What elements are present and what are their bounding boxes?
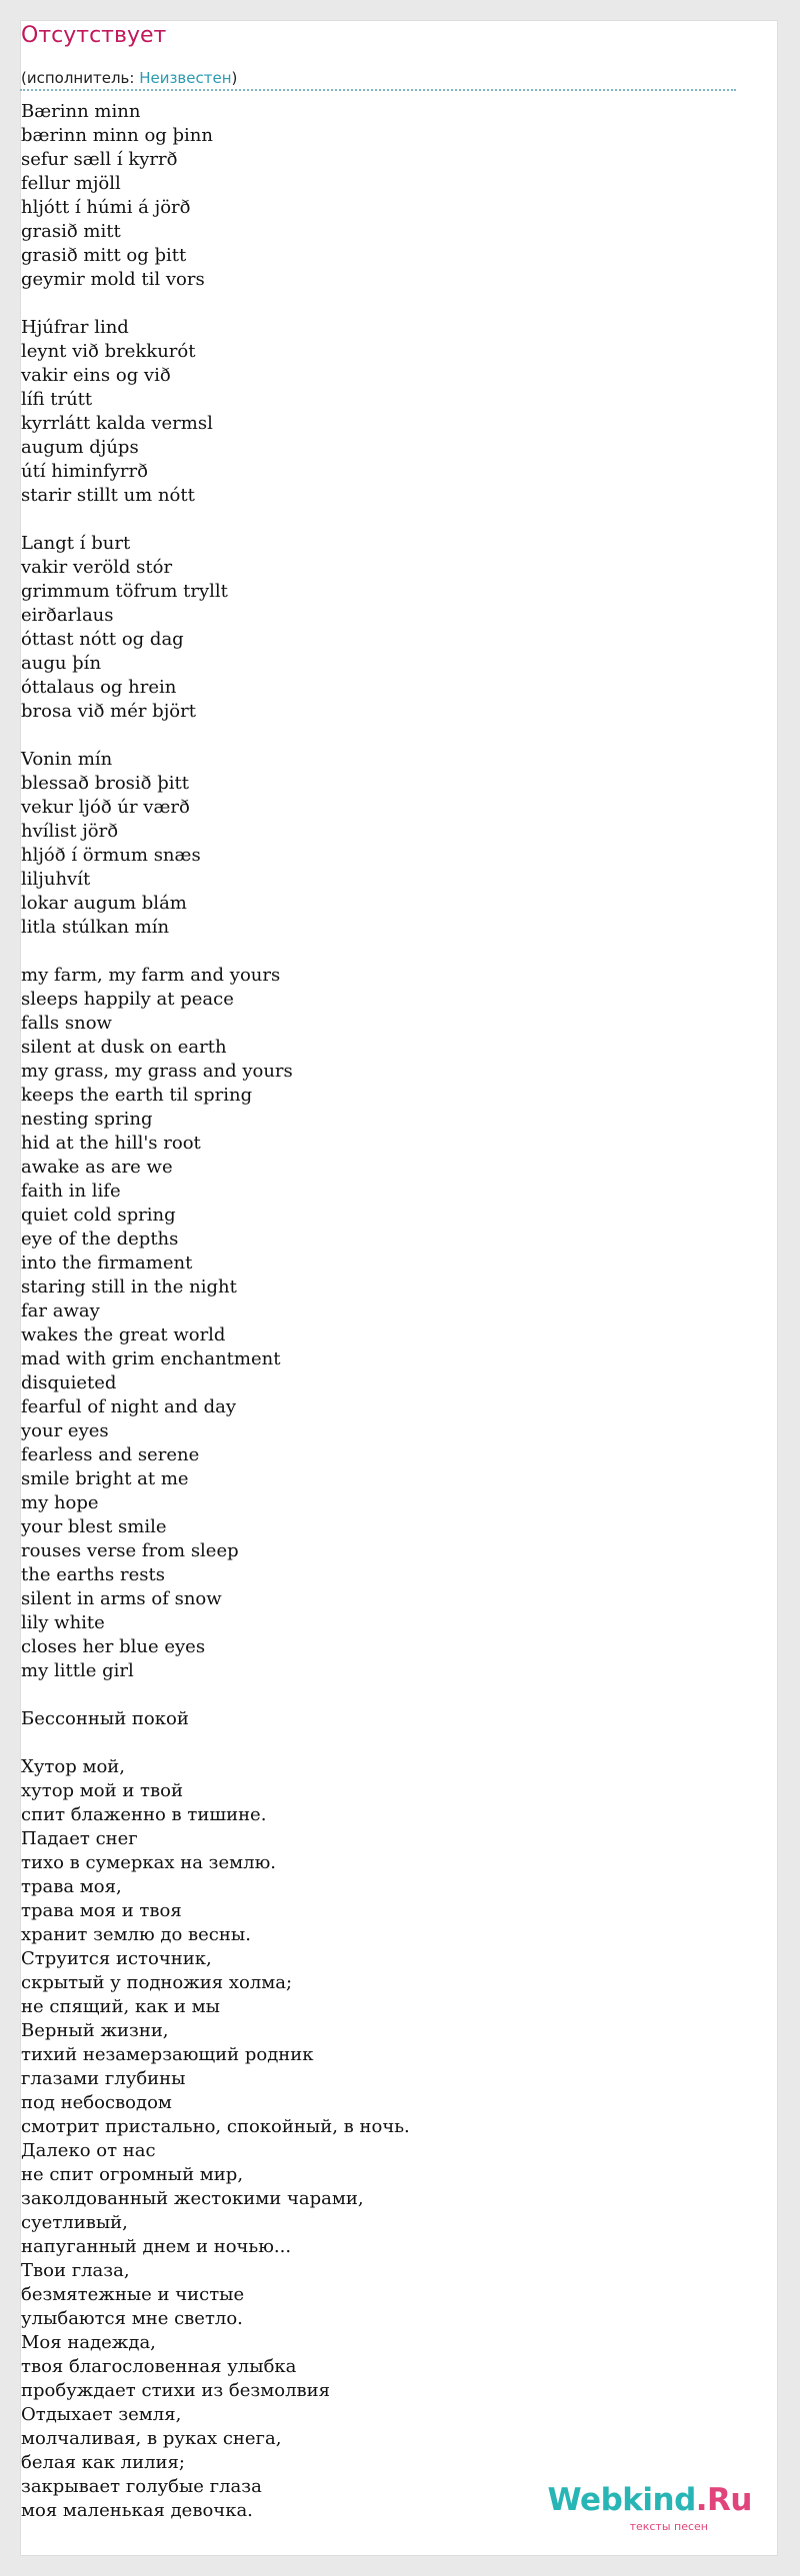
lyric-line: молчаливая, в руках снега,: [21, 2428, 282, 2449]
lyric-line: fearful of night and day: [21, 1396, 237, 1417]
stanza-break: [21, 940, 741, 964]
lyric-line: grasið mitt: [21, 221, 121, 242]
lyric-line: disquieted: [21, 1372, 117, 1393]
lyric-line: Струится источник,: [21, 1948, 212, 1969]
lyric-line: hvílist jörð: [21, 821, 119, 842]
lyric-line: Падает снег: [21, 1828, 138, 1849]
lyric-line: mad with grim enchantment: [21, 1348, 281, 1369]
artist-line: [21, 68, 237, 88]
stanza-break: [21, 508, 741, 532]
lyric-line: Бессонный покой: [21, 1708, 189, 1729]
lyric-line: хранит землю до весны.: [21, 1924, 251, 1945]
lyric-line: vekur ljóð úr værð: [21, 797, 190, 818]
artist-prefix: (исполнитель:: [21, 69, 140, 87]
lyric-line: не спит огромный мир,: [21, 2164, 244, 2185]
lyrics-body: [21, 100, 741, 2523]
lyric-line: суетливый,: [21, 2212, 128, 2233]
lyric-line: пробуждает стихи из безмолвия: [21, 2380, 330, 2401]
lyric-line: keeps the earth til spring: [21, 1085, 253, 1106]
lyric-line: Langt í burt: [21, 533, 131, 554]
lyric-line: augum djúps: [21, 437, 139, 458]
stanza-break: [21, 292, 741, 316]
lyric-line: Твои глаза,: [21, 2260, 130, 2281]
lyric-line: белая как лилия;: [21, 2452, 185, 2473]
lyric-line: your blest smile: [21, 1516, 167, 1537]
lyric-line: заколдованный жестокими чарами,: [21, 2188, 364, 2209]
lyric-line: vakir eins og við: [21, 365, 171, 386]
lyric-line: my grass, my grass and yours: [21, 1061, 293, 1082]
lyric-line: vakir veröld stór: [21, 557, 173, 578]
lyric-line: твоя благословенная улыбка: [21, 2356, 297, 2377]
lyric-line: staring still in the night: [21, 1277, 237, 1297]
lyric-line: Vonin mín: [21, 749, 113, 770]
lyric-line: под небосводом: [21, 2092, 172, 2113]
lyric-line: útí himinfyrrð: [21, 461, 148, 482]
lyric-line: starir stillt um nótt: [21, 485, 195, 506]
song-title: Отсутствует: [21, 23, 167, 48]
lyric-line: Hjúfrar lind: [21, 317, 129, 338]
lyric-line: eirðarlaus: [21, 605, 114, 626]
lyric-line: hid at the hill's root: [21, 1133, 201, 1154]
lyric-line: моя маленькая девочка.: [21, 2500, 253, 2521]
artist-link[interactable]: Неизвестен: [139, 69, 232, 87]
lyric-line: спит блаженно в тишине.: [21, 1804, 267, 1825]
site-logo[interactable]: [547, 2481, 760, 2541]
lyric-line: безмятежные и чистые: [21, 2284, 245, 2305]
stanza-break: [21, 1731, 741, 1755]
logo-wordmark: [547, 2481, 752, 2519]
lyric-line: Моя надежда,: [21, 2332, 156, 2353]
lyric-line: sleeps happily at peace: [21, 989, 234, 1010]
lyric-line: augu þín: [21, 653, 102, 674]
logo-name: Webkind: [547, 2482, 696, 2518]
stanza-break: [21, 724, 741, 748]
lyric-line: the earths rests: [21, 1564, 165, 1585]
lyric-line: улыбаются мне светло.: [21, 2308, 243, 2329]
title-divider: [20, 89, 736, 91]
logo-tagline: тексты песен: [629, 2520, 708, 2533]
lyric-line: falls snow: [21, 1013, 112, 1034]
lyric-line: awake as are we: [21, 1157, 173, 1178]
lyric-line: Bærinn minn: [21, 101, 141, 122]
lyric-line: трава моя,: [21, 1876, 122, 1897]
lyric-line: Далеко от нас: [21, 2140, 156, 2161]
lyric-line: closes her blue eyes: [21, 1636, 206, 1657]
lyric-line: lífi trútt: [21, 389, 93, 410]
lyric-line: fearless and serene: [21, 1444, 200, 1465]
lyric-line: тихо в сумерках на землю.: [21, 1852, 276, 1873]
lyric-line: kyrrlátt kalda vermsl: [21, 413, 213, 434]
lyric-line: хутор мой и твой: [21, 1780, 183, 1801]
lyric-line: смотрит пристально, спокойный, в ночь.: [21, 2116, 410, 2137]
lyric-line: geymir mold til vors: [21, 269, 205, 290]
lyric-line: óttast nótt og dag: [21, 629, 184, 650]
lyric-line: hljótt í húmi á jörð: [21, 197, 191, 218]
artist-suffix: ): [231, 69, 238, 87]
lyric-line: Отдыхает земля,: [21, 2404, 182, 2425]
lyric-line: grimmum töfrum tryllt: [21, 581, 228, 602]
stanza-break: [21, 1683, 741, 1707]
lyric-line: sefur sæll í kyrrð: [21, 149, 178, 170]
lyric-line: far away: [21, 1300, 100, 1321]
lyric-line: grasið mitt og þitt: [21, 245, 187, 266]
lyric-line: rouses verse from sleep: [21, 1540, 239, 1561]
lyric-line: quiet cold spring: [21, 1205, 176, 1226]
lyric-line: my little girl: [21, 1660, 134, 1681]
logo-tld: .Ru: [695, 2482, 752, 2518]
lyric-line: Верный жизни,: [21, 2020, 169, 2041]
lyric-line: тихий незамерзающий родник: [21, 2044, 314, 2065]
lyric-line: my farm, my farm and yours: [21, 965, 281, 986]
lyric-line: Хутор мой,: [21, 1756, 126, 1777]
lyric-line: leynt við brekkurót: [21, 341, 196, 362]
lyric-line: fellur mjöll: [21, 173, 121, 194]
lyric-line: eye of the depths: [21, 1229, 179, 1250]
lyric-line: не спящий, как и мы: [21, 1996, 220, 2017]
lyric-line: liljuhvít: [21, 869, 91, 890]
lyric-line: lily white: [21, 1612, 105, 1633]
lyric-line: óttalaus og hrein: [21, 677, 177, 698]
lyric-line: smile bright at me: [21, 1468, 189, 1489]
lyric-line: lokar augum blám: [21, 893, 187, 914]
lyric-line: blessað brosið þitt: [21, 773, 189, 794]
lyric-line: трава моя и твоя: [21, 1900, 182, 1921]
lyric-line: nesting spring: [21, 1109, 153, 1130]
lyric-line: закрывает голубые глаза: [21, 2476, 262, 2497]
lyric-line: скрытый у подножия холма;: [21, 1972, 293, 1993]
lyric-line: litla stúlkan mín: [21, 917, 170, 938]
lyric-line: silent at dusk on earth: [21, 1037, 227, 1058]
lyric-line: my hope: [21, 1492, 99, 1513]
lyric-line: hljóð í örmum snæs: [21, 845, 201, 866]
lyric-line: глазами глубины: [21, 2068, 186, 2089]
lyric-line: brosa við mér björt: [21, 701, 196, 722]
lyric-line: bærinn minn og þinn: [21, 125, 213, 146]
lyric-line: silent in arms of snow: [21, 1588, 222, 1609]
lyric-line: напуганный днем и ночью...: [21, 2236, 292, 2257]
lyric-line: faith in life: [21, 1181, 121, 1202]
lyric-line: wakes the great world: [21, 1324, 226, 1345]
lyric-line: your eyes: [21, 1420, 109, 1441]
lyric-line: into the firmament: [21, 1253, 193, 1274]
